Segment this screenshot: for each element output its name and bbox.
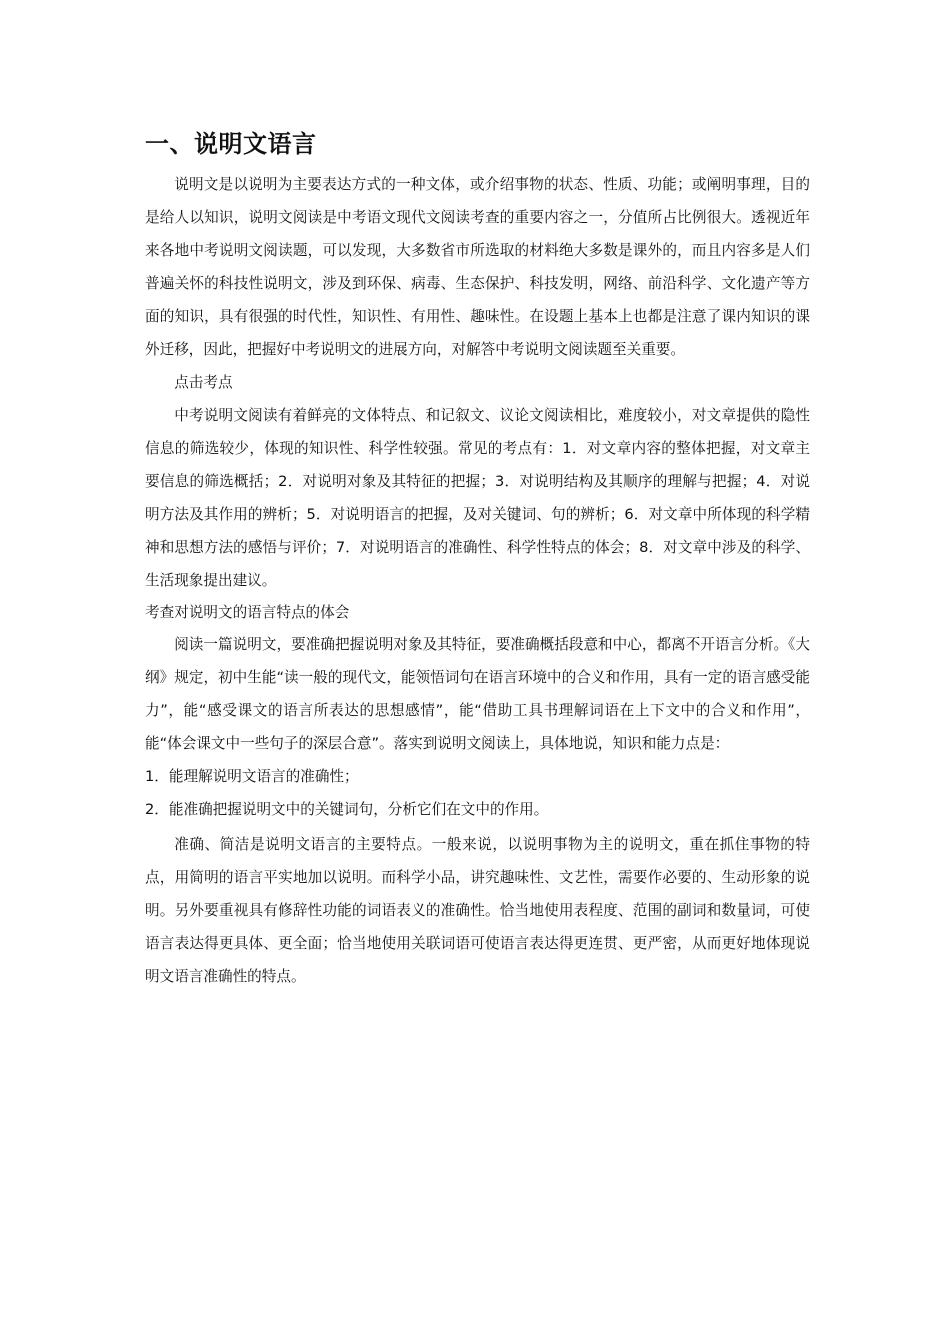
list-item-2: 2．能准确把握说明文中的关键词句，分析它们在文中的作用。 (145, 801, 549, 818)
intro-paragraph: 说明文是以说明为主要表达方式的一种文体，或介绍事物的状态、性质、功能；或阐明事理，目的是给人以知识，说明文阅读是中考语文现代文阅读考查的重要内容之一，分值所占比例很大。透视近年来各地中考说明文阅读题，可以发现，大多数省市所选取的材料绝大多数是课外的，而且内容多是人们普遍关怀的科技性说明文，涉及到环保、病毒、生态保护、科技发明，网络、前沿科学、文化遗产等方面的知识，具有很强的时代性，知识性、有用性、趣味性。在设题上基本上也都是注意了课内知识的课外迁移，因此，把握好中考说明文的进展方向，对解答中考说明文阅读题至关重要。 (145, 176, 810, 358)
subheading-click-points: 点击考点 (174, 374, 233, 391)
section-heading: 一、说明文语言 (145, 130, 317, 158)
language-characteristics-paragraph: 准确、简洁是说明文语言的主要特点。一般来说，以说明事物为主的说明文，重在抓住事物的特点，用简明的语言平实地加以说明。而科学小品，讲究趣味性、文艺性，需要作必要的、生动形象的说明。另外要重视具有修辞性功能的词语表义的准确性。恰当地使用表程度、范围的副词和数量词，可使语言表达得更具体、更全面；恰当地使用关联词语可使语言表达得更连贯、更严密，从而更好地体现说明文语言准确性的特点。 (145, 836, 810, 985)
subheading-language-features: 考查对说明文的语言特点的体会 (145, 604, 350, 621)
list-item-1: 1．能理解说明文语言的准确性； (145, 768, 359, 785)
exam-points-paragraph: 中考说明文阅读有着鲜亮的文体特点、和记叙文、议论文阅读相比，难度较小，对文章提供的隐性信息的筛选较少，体现的知识性、科学性较强。常见的考点有：1．对文章内容的整体把握，对文章主要信息的筛选概括；2．对说明对象及其特征的把握；3．对说明结构及其顺序的理解与把握；4．对说明方法及其作用的辨析；5．对说明语言的把握，及对关键词、句的辨析；6．对文章中所体现的科学精神和思想方法的感悟与评价；7．对说明语言的准确性、科学性特点的体会；8．对文章中涉及的科学、生活现象提出建议。 (145, 407, 810, 589)
reading-analysis-paragraph: 阅读一篇说明文，要准确把握说明对象及其特征，要准确概括段意和中心，都离不开语言分析。《大纲》规定，初中生能“读一般的现代文，能领悟词句在语言环境中的合义和作用，具有一定的语言感受能力”，能“感受课文的语言所表达的思想感情”，能“借助工具书理解词语在上下文中的合义和作用”，能“体会课文中一些句子的深层合意”。落实到说明文阅读上，具体地说，知识和能力点是： (145, 636, 810, 752)
document-page (145, 128, 810, 993)
